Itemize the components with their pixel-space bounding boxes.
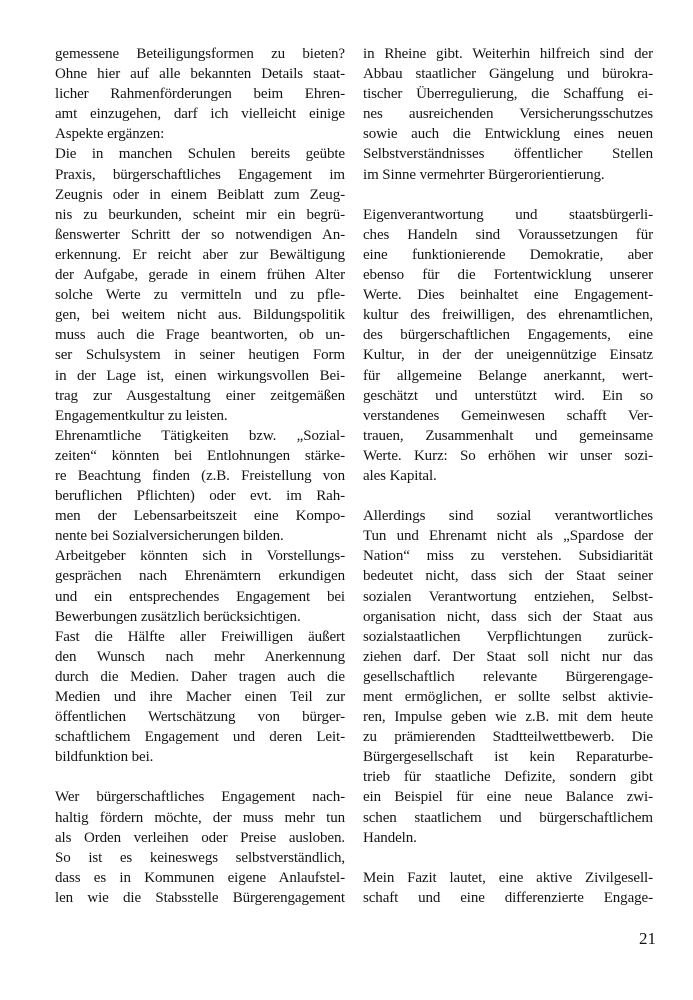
text-line: im Sinne vermehrter Bürgerorientierung. <box>363 166 605 183</box>
blank-line <box>363 848 653 868</box>
text-line: verstandenes Gemeinwesen schafft Ver- <box>363 407 653 424</box>
blank-line <box>363 486 653 506</box>
text-line: Medien und ihre Macher einen Teil zur <box>55 689 345 705</box>
text-line: Werte. Dies beinhaltet eine Engagement- <box>363 287 653 304</box>
text-line: nente bei Sozialversicherungen bilden. <box>55 528 284 545</box>
text-line: öffentlichen Wertschätzung von bürger- <box>55 709 345 726</box>
text-line: Arbeitgeber könnten sich in Vorstellungs- <box>55 548 345 565</box>
text-line: Wer bürgerschaftliches Engagement nach- <box>55 789 345 806</box>
text-line: und ein entsprechendes Engagement bei <box>55 588 345 605</box>
text-line: ßenswerter Schritt der so notwendigen An- <box>55 226 345 243</box>
text-line: gemessene Beteiligungsformen zu bieten? <box>55 46 345 62</box>
text-line: dass es in Kommunen eigene Anlaufstel- <box>55 869 345 886</box>
text-line: bildfunktion bei. <box>55 749 154 766</box>
text-line: Tun und Ehrenamt nicht als „Spardose der <box>363 528 653 545</box>
text-line: kultur des freiwilligen, des ehrenamtlichen, <box>363 307 653 324</box>
text-line: gesellschaftlich relevante Bürgerengage- <box>363 668 653 685</box>
text-line: den Wunsch nach mehr Anerkennung <box>55 648 345 665</box>
text-line: Bewerbungen zusätzlich berücksichtigen. <box>55 608 301 625</box>
text-line: zu prämierenden Stadtteilwettbewerb. Die <box>363 729 653 746</box>
text-line: Nation“ miss zu verstehen. Subsidiarität <box>363 548 653 565</box>
text-line: ser Schulsystem in seiner heutigen Form <box>55 347 345 364</box>
blank-line <box>55 767 345 787</box>
text-line: Fast die Hälfte aller Freiwilligen äußert <box>55 628 345 645</box>
text-line: zeiten“ könnten bei Entlohnungen stärke- <box>55 447 345 464</box>
blank-line <box>363 185 653 205</box>
text-line: tischer Überregulierung, die Schaffung ei- <box>363 86 653 103</box>
text-line: ches Handeln sind Voraussetzungen für <box>363 226 653 243</box>
text-line: trauen, Zusammenhalt und gemeinsame <box>363 427 653 444</box>
text-line: gesprächen nach Ehrenämtern erkundigen <box>55 568 345 585</box>
text-line: amt einzugehen, darf ich vielleicht einige <box>55 106 345 123</box>
text-line: Engagementkultur zu leisten. <box>55 407 228 424</box>
text-line: sowie auch die Entwicklung eines neuen <box>363 126 653 143</box>
text-line: Kultur, in der der uneigennützige Einsatz <box>363 347 653 364</box>
text-line: sozialstaatlichen Verpflichtungen zurück- <box>363 628 653 645</box>
text-line: trag zur Ausgestaltung einer zeitgemäßen <box>55 387 345 404</box>
text-line: beruflichen Pflichten) oder evt. im Rah- <box>55 488 345 505</box>
text-line: gen, bei weitem nicht aus. Bildungspolitik <box>55 307 345 324</box>
text-line: bedeutet nicht, dass sich der Staat seiner <box>363 568 653 585</box>
text-line: Abbau staatlicher Gängelung und bürokra- <box>363 66 653 83</box>
text-line: trieb für staatliche Defizite, sondern gibt <box>363 769 653 786</box>
text-line: nis zu beurkunden, scheint mir ein begrü- <box>55 206 345 223</box>
text-line: schaftlichem Engagement und deren Leit- <box>55 729 345 746</box>
text-line: ren, Impulse geben wie z.B. mit dem heute <box>363 709 653 726</box>
text-line: Zeugnis oder in einem Beiblatt zum Zeug- <box>55 186 345 203</box>
text-line: eine funktionierende Demokratie, aber <box>363 246 653 263</box>
text-line: Die in manchen Schulen bereits geübte <box>55 146 345 163</box>
text-line: Handeln. <box>363 829 417 846</box>
text-line: in Rheine gibt. Weiterhin hilfreich sind der <box>363 46 653 62</box>
text-line: ein Beispiel für eine neue Balance zwi- <box>363 789 653 806</box>
text-line: len wie die Stabsstelle Bürgerengagement <box>55 889 345 906</box>
text-column-right <box>363 44 653 908</box>
text-line: Aspekte ergänzen: <box>55 126 165 143</box>
text-line: der Aufgabe, gerade in einem frühen Alter <box>55 267 345 284</box>
text-line: Eigenverantwortung und staatsbürgerli- <box>363 206 653 223</box>
text-line: haltig fördern möchte, der muss mehr tun <box>55 809 345 826</box>
text-columns <box>55 44 653 908</box>
text-line: durch die Medien. Daher tragen auch die <box>55 668 345 685</box>
text-line: nes ausreichenden Versicherungsschutzes <box>363 106 653 123</box>
text-line: Mein Fazit lautet, eine aktive Zivilgesell- <box>363 869 653 886</box>
text-line: schen staatlichem und bürgerschaftlichem <box>363 809 653 826</box>
text-line: ment ermöglichen, er sollte selbst aktivie- <box>363 689 653 705</box>
text-line: in der Lage ist, einen wirkungsvollen Bei- <box>55 367 345 384</box>
text-line: organisation nicht, dass sich der Staat aus <box>363 608 653 625</box>
text-line: muss auch die Frage beantworten, ob un- <box>55 327 345 344</box>
text-line: des bürgerschaftlichen Engagements, eine <box>363 327 653 344</box>
text-line: erkennung. Er reicht aber zur Bewältigung <box>55 246 345 263</box>
text-line: sozialen Verantwortung entziehen, Selbst- <box>363 588 653 605</box>
text-line: ales Kapital. <box>363 467 437 484</box>
text-line: solche Werte zu vermitteln und zu pfle- <box>55 287 345 304</box>
text-line: So ist es keineswegs selbstverständlich, <box>55 849 345 866</box>
text-line: Bürgergesellschaft ist kein Reparaturbe- <box>363 749 653 766</box>
text-line: Ohne hier auf alle bekannten Details staat- <box>55 66 345 83</box>
text-line: für allgemeine Belange anerkannt, wert- <box>363 367 653 384</box>
text-line: ebenso für die Fortentwicklung unserer <box>363 267 653 284</box>
text-line: Selbstverständnisses öffentlicher Stellen <box>363 146 653 163</box>
text-line: Werte. Kurz: So erhöhen wir unser sozi- <box>363 447 653 464</box>
text-line: ziehen darf. Der Staat soll nicht nur das <box>363 648 653 665</box>
text-line: re Beachtung finden (z.B. Freistellung von <box>55 467 345 484</box>
text-line: geschätzt und unterstützt wird. Ein so <box>363 387 653 404</box>
text-column-left <box>55 44 345 908</box>
page-number: 21 <box>639 929 656 948</box>
text-line: licher Rahmenförderungen beim Ehren- <box>55 86 345 103</box>
text-line: Allerdings sind sozial verantwortliches <box>363 508 653 525</box>
text-line: als Orden verleihen oder Preise ausloben. <box>55 829 345 846</box>
text-line: men der Lebensarbeitszeit eine Kompo- <box>55 508 345 525</box>
text-line: schaft und eine differenzierte Engage- <box>363 889 653 906</box>
text-line: Ehrenamtliche Tätigkeiten bzw. „Sozial- <box>55 427 345 444</box>
text-line: Praxis, bürgerschaftliches Engagement im <box>55 166 345 183</box>
